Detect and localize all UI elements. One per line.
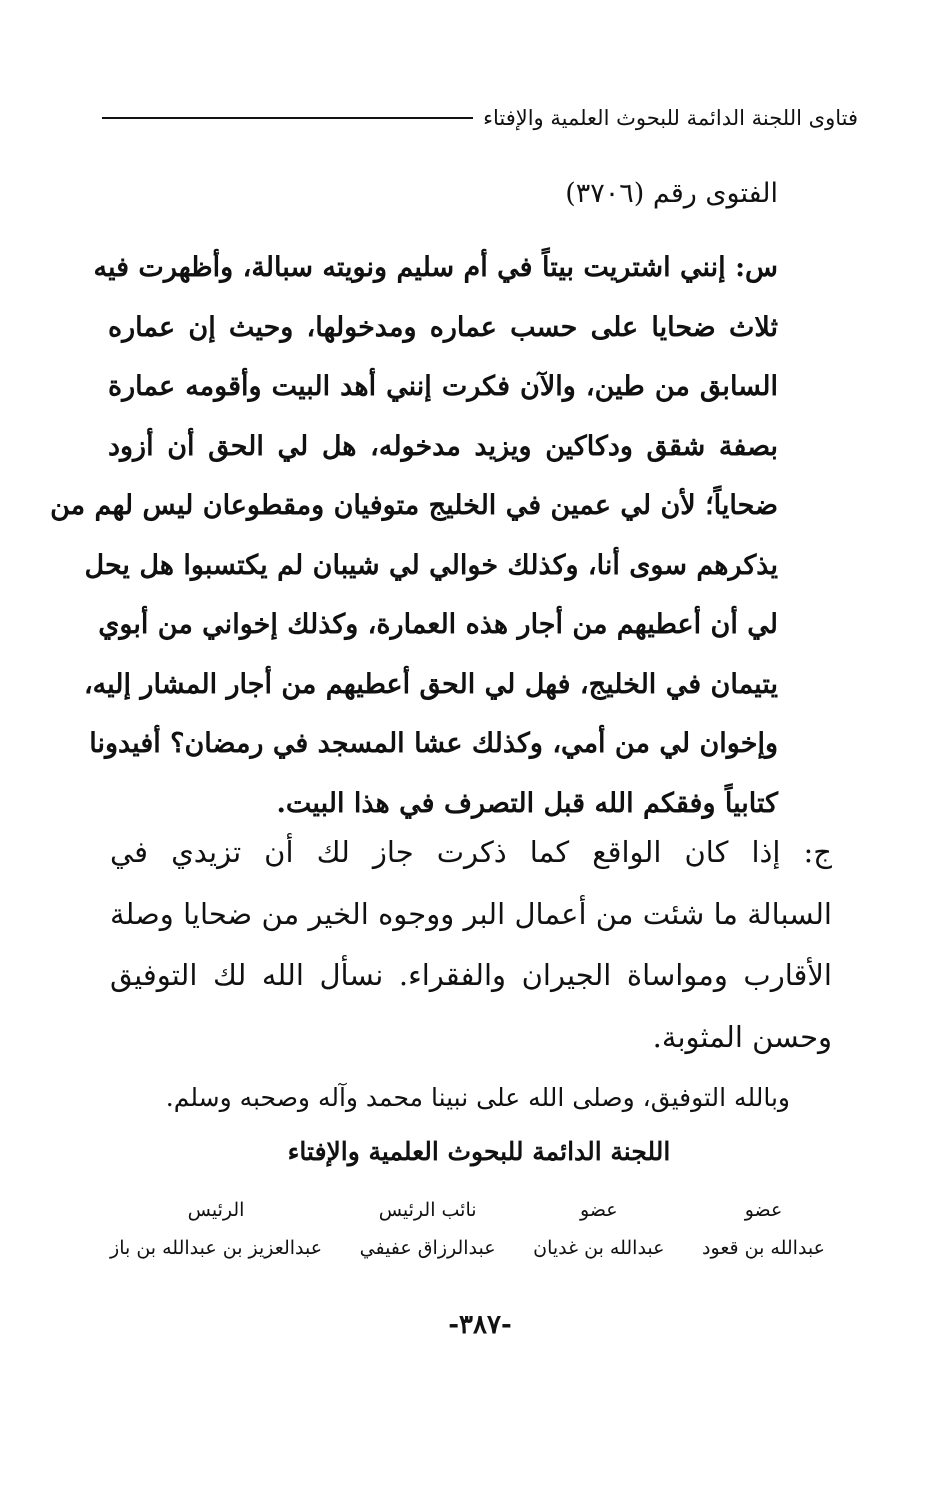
signatory: [360, 1192, 496, 1268]
question-line: س: إنني اشتريت بيتاً في أم سليم ونويته سبالة، وأظهرت فيه: [93, 252, 778, 283]
question-line: يذكرهم سوى أنا، وكذلك خوالي لي شيبان لم يكتسبوا هل يحل: [84, 549, 778, 581]
question-line: يتيمان في الخليج، فهل لي الحق أعطيهم من أجار المشار إليه،: [83, 668, 778, 700]
signatory-name: عبدالله بن قعود: [702, 1237, 825, 1259]
signatory-name: عبدالعزيز بن عبدالله بن باز: [110, 1237, 323, 1259]
closing-formula: وبالله التوفيق، وصلى الله على نبينا محمد وآله وصحبه وسلم.: [165, 1083, 790, 1112]
answer-paragraph: [110, 822, 832, 1068]
question-line: لي أن أعطيهم من أجار هذه العمارة، وكذلك إخواني من أبوي: [98, 609, 778, 640]
running-head-rule: [102, 117, 473, 119]
signatory: [110, 1192, 322, 1268]
answer-line: ج: إذا كان الواقع كما ذكرت جاز لك أن تزيدي في: [110, 835, 832, 869]
signatory-name: عبدالرزاق عفيفي: [359, 1237, 496, 1259]
signatory-title: عضو: [580, 1199, 618, 1221]
running-head: [102, 100, 858, 136]
signatory-title: عضو: [744, 1199, 783, 1221]
signatory-name: عبدالله بن غديان: [533, 1237, 665, 1259]
signatory-title: نائب الرئيس: [378, 1199, 477, 1221]
question-line: ثلاث ضحايا على حسب عماره ومدخولها، وحيث إن عماره: [108, 311, 778, 343]
question-line: كتابياً وفقكم الله قبل التصرف في هذا البيت.: [276, 787, 778, 819]
question-line: ضحاياً؛ لأن لي عمين في الخليج متوفيان ومقطوعان ليس لهم من: [50, 490, 778, 521]
answer-line: الأقارب ومواساة الجيران والفقراء. نسأل الله لك التوفيق: [110, 958, 832, 992]
answer-line: وحسن المثوبة.: [652, 1019, 832, 1054]
question-line: وإخوان لي من أمي، وكذلك عشا المسجد في رمضان؟ أفيدونا: [89, 728, 778, 759]
question-paragraph: [50, 238, 778, 833]
signatory-title: الرئيس: [187, 1199, 245, 1221]
question-line: بصفة شقق ودكاكين ويزيد مدخوله، هل لي الحق أن أزود: [108, 430, 778, 462]
committee-name: اللجنة الدائمة للبحوث العلمية والإفتاء: [287, 1137, 671, 1166]
running-head-title: فتاوى اللجنة الدائمة للبحوث العلمية والإفتاء: [483, 106, 858, 130]
page-number: -٣٨٧-: [448, 1310, 512, 1340]
signatory: [702, 1192, 825, 1268]
answer-line: السبالة ما شئت من أعمال البر ووجوه الخير من ضحايا وصلة: [110, 896, 832, 931]
signatory: [533, 1192, 664, 1268]
question-line: السابق من طين، والآن فكرت إنني أهد البيت وأقومه عمارة: [108, 371, 778, 402]
signatories: [110, 1192, 825, 1268]
fatwa-number: الفتوى رقم (٣٧٠٦): [565, 178, 778, 209]
